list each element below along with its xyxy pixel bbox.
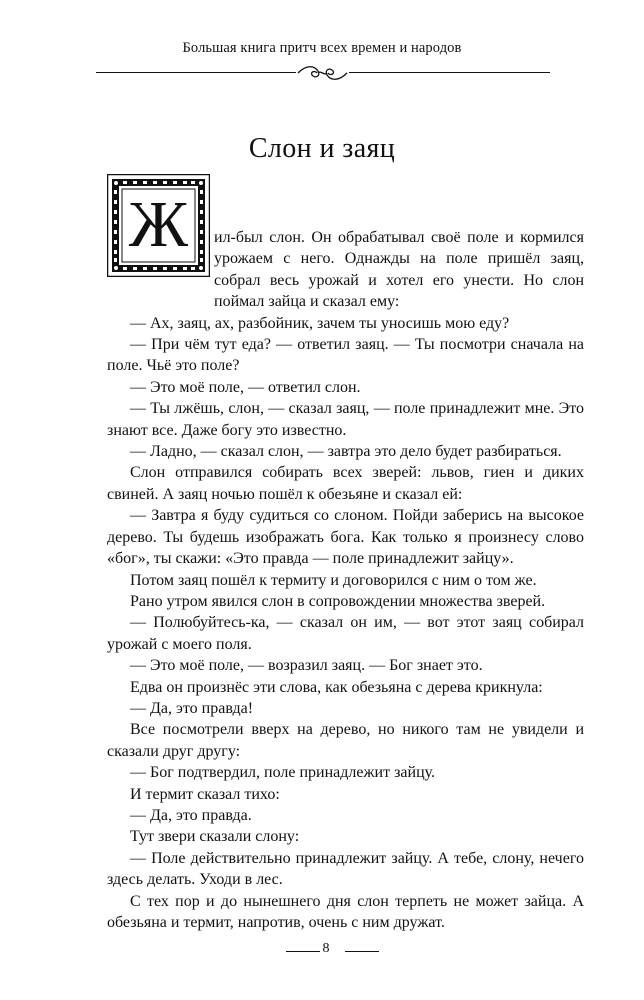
paragraph: С тех пор и до нынешнего дня слон терпеть не может зайца. А обезьяна и термит, напротив, очень с ним дружат.	[107, 892, 584, 931]
paragraph: Едва он произнёс эти слова, как обезьяна с дерева крикнула:	[130, 678, 543, 696]
flourish-ornament-icon	[296, 62, 349, 84]
paragraph: — Это моё поле, — ответил слон.	[130, 378, 361, 396]
paragraph: Тут звери сказали слону:	[130, 828, 300, 846]
paragraph: — Поле действительно принадлежит зайцу. А тебе, слону, нечего здесь делать. Уходи в лес.	[107, 849, 584, 889]
paragraph: Слон отправился собирать всех зверей: львов, гиен и диких свиней. А заяц ночью пошёл к обезьяне и сказал ей:	[107, 464, 584, 503]
paragraph: Потом заяц пошёл к термиту и договорился с ним о том же.	[130, 571, 537, 589]
header-rule-right	[349, 72, 550, 73]
page-footer	[0, 941, 644, 961]
paragraph: — Завтра я буду судиться со слоном. Пойди заберись на высокое дерево. Ты будешь изображать бога. Как только я произнесу слово «бог», ты скажи: «Это правда — поле принадлежит зайцу».	[107, 507, 584, 568]
footer-rule-left	[286, 951, 320, 952]
story-body	[107, 227, 584, 933]
paragraph: — Да, это правда.	[130, 806, 252, 824]
paragraph: Рано утром явился слон в сопровождении множества зверей.	[130, 592, 546, 610]
paragraph: — При чём тут еда? — ответил заяц. — Ты посмотри сначала на поле. Чьё это поле?	[107, 336, 584, 375]
paragraph: — Ладно, — сказал слон, — завтра это дело будет разбираться.	[130, 443, 562, 461]
paragraph: — Да, это правда!	[130, 699, 254, 717]
footer-rule-right	[345, 951, 379, 952]
drop-cap-letter: Ж	[128, 188, 189, 261]
page-number: 8	[322, 941, 330, 956]
paragraph: — Полюбуйтесь-ка, — сказал он им, — вот этот заяц собирал урожай с моего поля.	[107, 614, 584, 653]
running-head: Большая книга притч всех времен и народов	[182, 40, 462, 56]
paragraph: — Бог подтвердил, поле принадлежит зайцу.	[130, 764, 436, 782]
paragraph: — Ты лжёшь, слон, — сказал заяц, — поле принадлежит мне. Это знают все. Даже богу это известно.	[107, 400, 584, 439]
paragraph: И термит сказал тихо:	[130, 785, 280, 803]
story-title: Слон и заяц	[248, 133, 396, 164]
paragraph: ил-был слон. Он обрабатывал своё поле и кормился урожаем с него. Однажды на поле пришёл заяц, собрал весь урожай и хотел его унести. Но слон поймал зайца и сказал ему:	[214, 229, 584, 311]
paragraph: Все посмотрели вверх на дерево, но никого там не увидели и сказали друг другу:	[107, 721, 584, 760]
header-rule-left	[96, 72, 296, 73]
paragraph: — Это моё поле, — возразил заяц. — Бог знает это.	[130, 657, 483, 675]
paragraph: — Ах, заяц, ах, разбойник, зачем ты уносишь мою еду?	[130, 314, 510, 332]
